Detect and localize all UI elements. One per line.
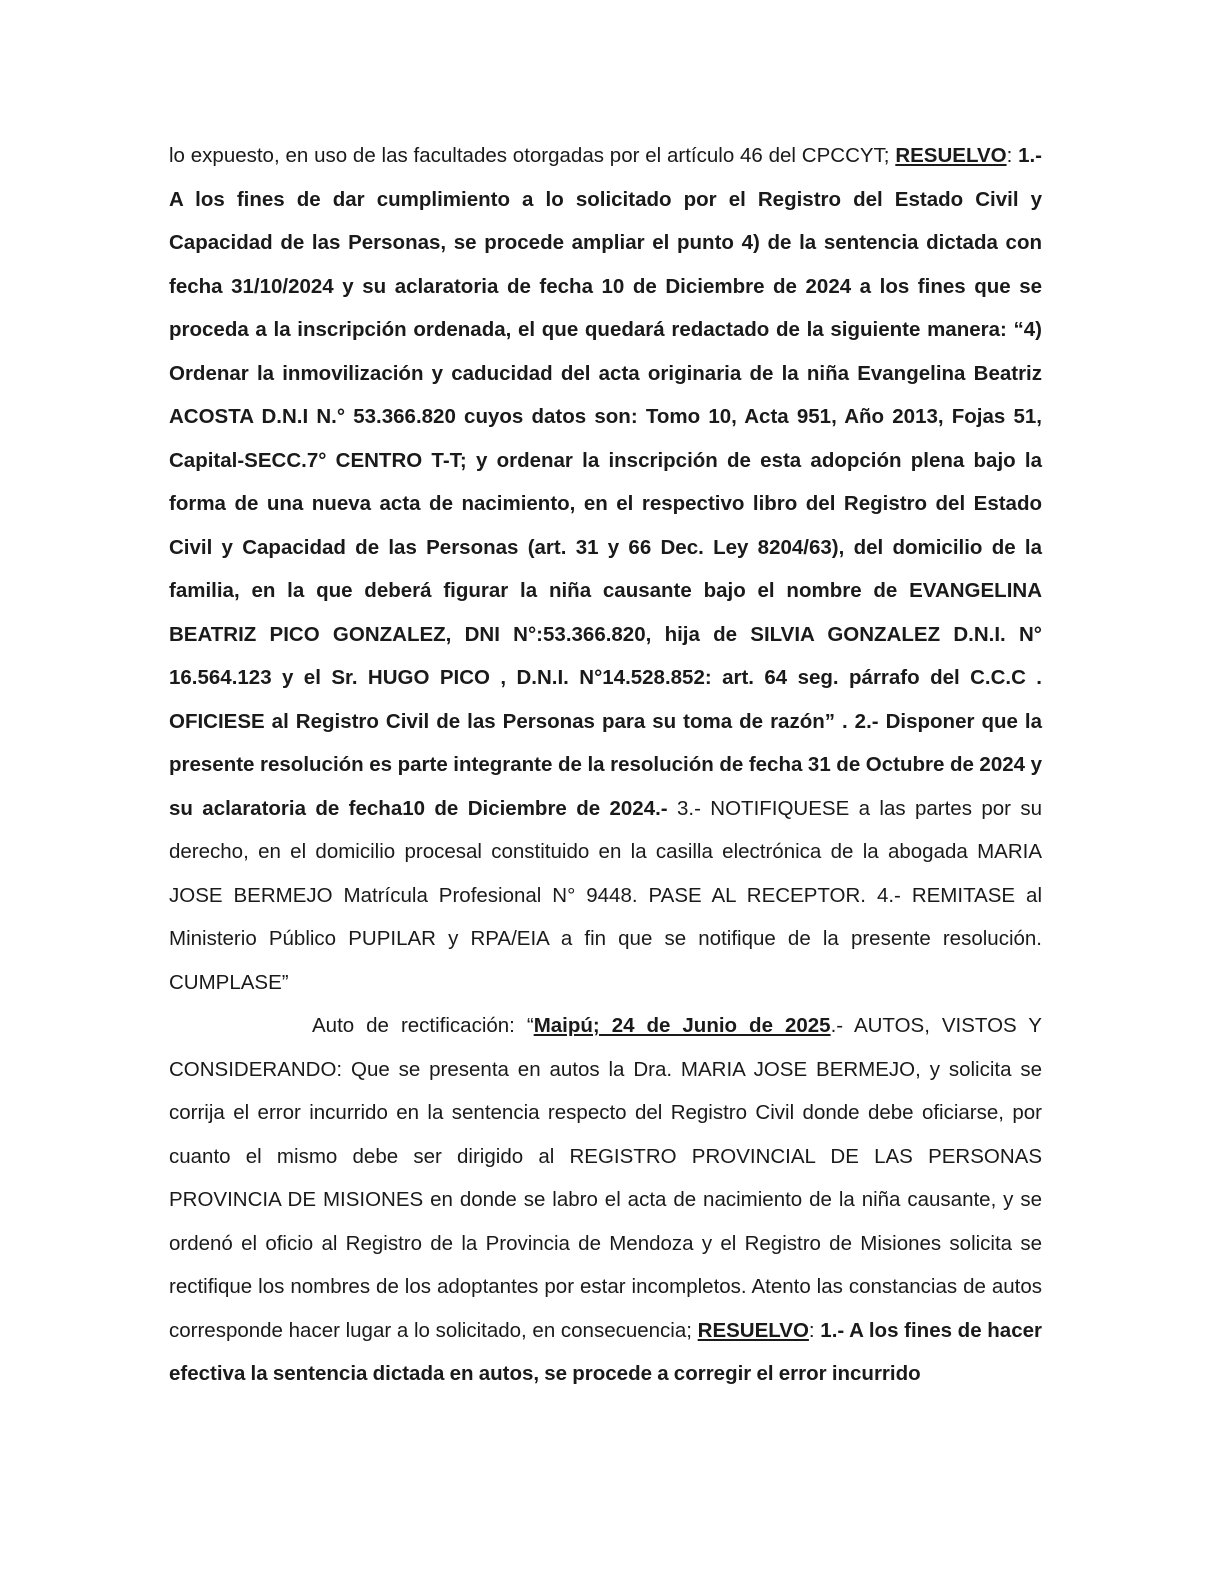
rectification-date: Maipú; 24 de Junio de 2025 (533, 1014, 831, 1037)
paragraph-resolution (169, 134, 1042, 1004)
text-rectification-intro: Auto de rectificación: “ (312, 1014, 534, 1037)
rectification-bold-text: 1.- A los fines de hacer efectiva la sentencia dictada en autos, se procede a corregir el error incurrido (169, 1318, 1042, 1385)
resuelvo-heading-2: RESUELVO (697, 1318, 809, 1342)
paragraph-rectification (169, 1004, 1042, 1396)
text-considerando: .- AUTOS, VISTOS Y CONSIDERANDO: Que se presenta en autos la Dra. MARIA JOSE BERMEJO, y solicita se corrija el error incurrido en la sentencia respecto del Registro Civil donde debe oficiarse, por cuanto el mismo debe ser dirigido al REGISTRO PROVINCIAL DE LAS PERSONAS PROVINCIA DE MISIONES en donde se labro el acta de nacimiento de la niña causante, y se ordenó el oficio al Registro de la Provincia de Mendoza y el Registro de Misiones solicita se rectifique los nombres de los adoptantes por estar incompletos. Atento las constancias de autos corresponde hacer lugar a lo solicitado, en consecuencia; (169, 1014, 1042, 1342)
resuelvo-heading: RESUELVO (895, 144, 1007, 167)
colon: : (1006, 144, 1013, 167)
document-body (169, 134, 1042, 1396)
colon-2: : (808, 1318, 815, 1342)
resolution-bold-text: 1.- A los fines de dar cumplimiento a lo solicitado por el Registro del Estado Civil y Capacidad de las Personas, se procede ampliar el punto 4) de la sentencia dictada con fecha 31/10/2024 y su aclaratoria de fecha 10 de Diciembre de 2024 a los fines que se proceda a la inscripción ordenada, el que quedará redactado de la siguiente manera: “4) Ordenar la inmovilización y caducidad del acta originaria de la niña Evangelina Beatriz ACOSTA D.N.I N.° 53.366.820 cuyos datos son: Tomo 10, Acta 951, Año 2013, Fojas 51, Capital-SECC.7° CENTRO T-T; y ordenar la inscripción de esta adopción plena bajo la forma de una nueva acta de nacimiento, en el respectivo libro del Registro del Estado Civil y Capacidad de las Personas (art. 31 y 66 Dec. Ley 8204/63), del domicilio de la familia, en la que deberá figurar la niña causante bajo el nombre de EVANGELINA BEATRIZ PICO GONZALEZ, DNI N°:53.366.820, hija de SILVIA GONZALEZ D.N.I. N° 16.564.123 y el Sr. HUGO PICO , D.N.I. N°14.528.852: art. 64 seg. párrafo del C.C.C . OFICIESE al Registro Civil de las Personas para su toma de razón” . 2.- Disponer que la presente resolución es parte integrante de la resolución de fecha 31 de Octubre de 2024 y su aclaratoria de fecha10 de Diciembre de 2024.- (169, 144, 1042, 820)
text-notification: 3.- NOTIFIQUESE a las partes por su derecho, en el domicilio procesal constituido en la casilla electrónica de la abogada MARIA JOSE BERMEJO Matrícula Profesional N° 9448. PASE AL RECEPTOR. 4.- REMITASE al Ministerio Público PUPILAR y RPA/EIA a fin que se notifique de la presente resolución. CUMPLASE” (169, 796, 1042, 994)
text-intro: lo expuesto, en uso de las facultades otorgadas por el artículo 46 del CPCCYT; (169, 144, 896, 167)
